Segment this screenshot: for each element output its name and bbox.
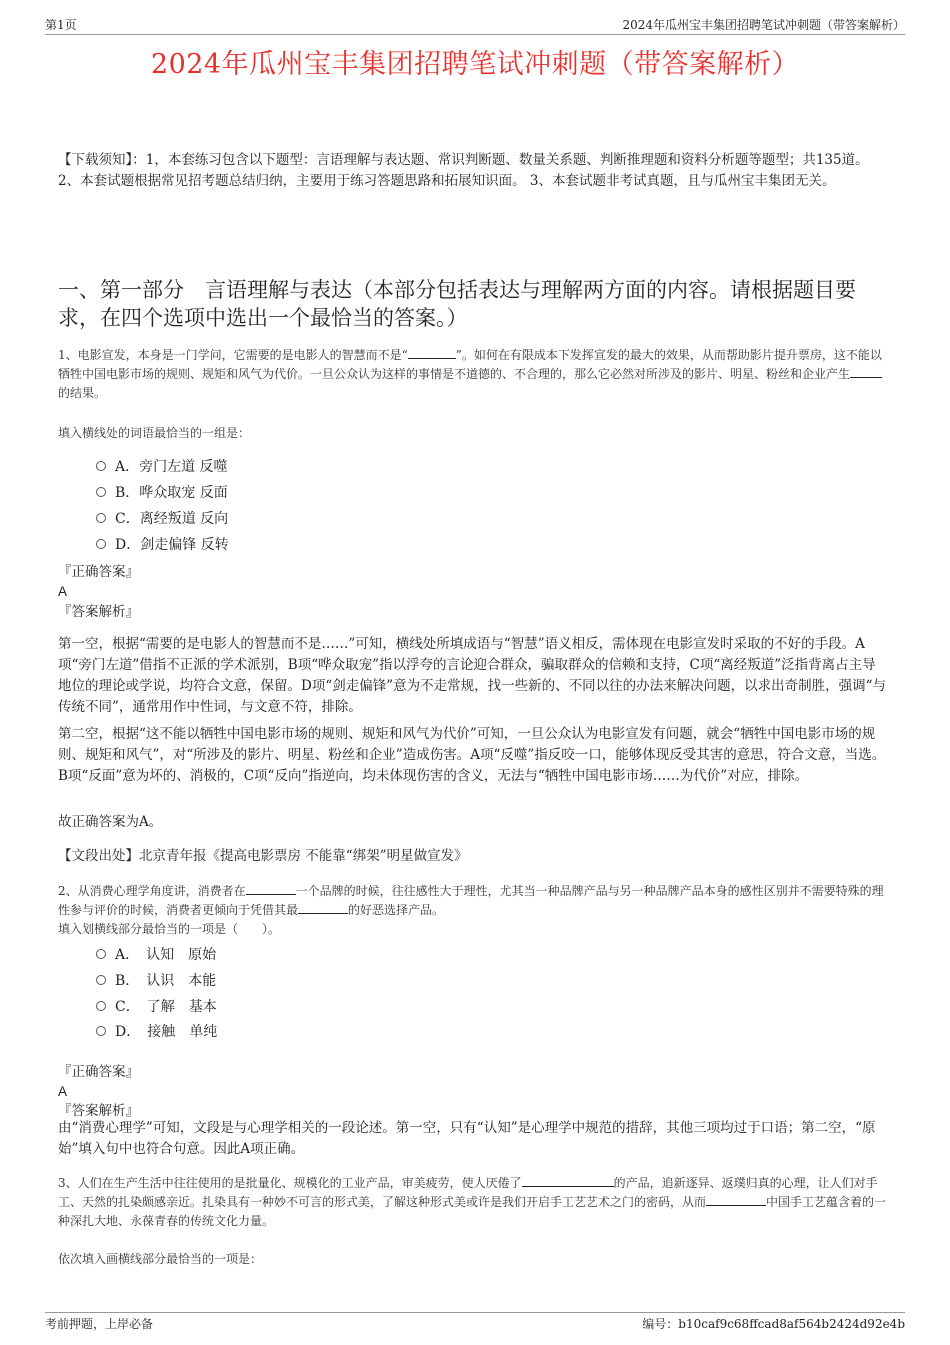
- question-2-stem: 2、从消费心理学角度讲，消费者在 一个品牌的时候，往往感性大于理性，尤其当一种品牌产品与另一种品牌产品本身的感性区别并不需要特殊的理性参与评价的时候，消费者更倾向于凭借其最 的好恶选择产品。: [58, 884, 884, 917]
- blank: [706, 1193, 766, 1206]
- blank: [298, 901, 348, 914]
- q1-analysis-2: 第二空，根据“这不能以牺牲中国电影市场的规则、规矩和风气为代价”可知，一旦公众认为电影宣发有问题，就会“牺牲中国电影市场的规则、规矩和风气”，对“所涉及的影片、明星、粉丝和企业”造成伤害。A项“反噬”指反咬一口，能够体现反受其害的意思，符合文意，当选。B项“反面”意为坏的、消极的，C项“反向”指逆向，均未体现伤害的含义，无法与“牺牲中国电影市场……为代价”对应，排除。: [58, 726, 886, 784]
- question-3-stem: 3、人们在生产生活中往往使用的是批量化、规模化的工业产品，审美疲劳，使人厌倦了 的产品，追新逐异、返璞归真的心理，让人们对手工、天然的扎染颇感亲近。扎染具有一种妙不可言的形式美，了解这种形式美或许是我们开启手工艺艺术之门的密码，从而 中国手工艺蕴含着的一种深扎大地、永葆青春的传统文化力量。: [58, 1176, 887, 1228]
- q1-analysis-1: 第一空，根据“需要的是电影人的智慧而不是……”可知，横线处所填成语与“智慧”语义相反，需体现在电影宣发时采取的不好的手段。A项“旁门左道”借指不正派的学术派别，B项“哗众取宠”指以浮夸的言论迎合群众，骗取群众的信赖和支持，C项“离经叛道”泛指背离占主导地位的理论或学说，均符合文意，保留。D项“剑走偏锋”意为不走常规，找一些新的、不同以往的办法来解决问题，以求出奇制胜，强调“与传统不同”，通常用作中性词，与文意不符，排除。: [58, 636, 887, 715]
- q1-conclusion: 故正确答案为A。: [58, 814, 163, 830]
- q2-analysis: 由“消费心理学”可知，文段是与心理学相关的一段论述。第一空，只有“认知”是心理学中规范的措辞，其他三项均过于口语；第二空，“原始”填入句中也符合句意。因此A项正确。: [58, 1120, 876, 1157]
- q1-option-b[interactable]: B．哗众取宠 反面: [96, 482, 228, 502]
- q2-option-a[interactable]: A． 认知 原始: [96, 944, 216, 964]
- footer-doc-id: 编号：b10caf9c68ffcad8af564b2424d92e4b: [642, 1317, 905, 1331]
- q1-option-c[interactable]: C．离经叛道 反向: [96, 508, 228, 528]
- blank: [522, 1174, 614, 1187]
- page-title: 2024年瓜州宝丰集团招聘笔试冲刺题（带答案解析）: [150, 49, 800, 80]
- radio-icon[interactable]: [96, 539, 106, 549]
- blank: [246, 882, 296, 895]
- blank: [850, 365, 882, 378]
- q2-option-b[interactable]: B． 认识 本能: [96, 970, 216, 990]
- q2-answer: A: [58, 1084, 68, 1099]
- radio-icon[interactable]: [96, 461, 106, 471]
- question-1-prompt: 填入横线处的词语最恰当的一组是：: [58, 426, 251, 440]
- page-number: 第1页: [45, 18, 77, 32]
- download-notice: 【下载须知】：1，本套练习包含以下题型：言语理解与表达题、常识判断题、数量关系题、判断推理题和资料分析题等题型；共135道。 2、本套试题根据常见招考题总结归纳，主要用于练习答题思路和拓展知识面。 3、本套试题非考试真题，且与瓜州宝丰集团无关。: [58, 152, 869, 189]
- section-heading: 一、第一部分 言语理解与表达（本部分包括表达与理解两方面的内容。请根据题目要求，在四个选项中选出一个最恰当的答案。）: [58, 278, 856, 330]
- radio-icon[interactable]: [96, 949, 106, 959]
- question-2-prompt: 填入划横线部分最恰当的一项是（ ）。: [58, 922, 281, 936]
- footer-slogan: 考前押题，上岸必备: [45, 1317, 154, 1331]
- page-footer: [45, 1312, 905, 1333]
- blank: [408, 346, 456, 359]
- header-doc-title: 2024年瓜州宝丰集团招聘笔试冲刺题（带答案解析）: [622, 18, 905, 32]
- radio-icon[interactable]: [96, 975, 106, 985]
- q1-source: 【文段出处】北京青年报《提高电影票房 不能靠“绑架”明星做宣发》: [58, 848, 468, 864]
- page-header: [45, 14, 905, 35]
- q2-option-c[interactable]: C． 了解 基本: [96, 996, 217, 1016]
- radio-icon[interactable]: [96, 487, 106, 497]
- q1-option-d[interactable]: D．剑走偏锋 反转: [96, 534, 229, 554]
- question-1-stem: 1、电影宣发，本身是一门学问，它需要的是电影人的智慧而不是“ ”。如何在有限成本下发挥宣发的最大的效果，从而帮助影片提升票房，这不能以牺牲中国电影市场的规则、规矩和风气为代价。一旦公众认为这样的事情是不道德的、不合理的，那么它必然对所涉及的影片、明星、粉丝和企业产生的结果。: [58, 348, 882, 400]
- q1-answer-label: 『正确答案』: [58, 564, 139, 580]
- q1-option-a[interactable]: A．旁门左道 反噬: [96, 456, 228, 476]
- radio-icon[interactable]: [96, 1001, 106, 1011]
- radio-icon[interactable]: [96, 513, 106, 523]
- q2-analysis-label: 『答案解析』: [58, 1103, 139, 1119]
- q2-option-d[interactable]: D． 接触 单纯: [96, 1021, 217, 1041]
- q1-analysis-label: 『答案解析』: [58, 604, 139, 620]
- q1-answer: A: [58, 584, 68, 599]
- question-3-prompt: 依次填入画横线部分最恰当的一项是：: [58, 1252, 263, 1266]
- radio-icon[interactable]: [96, 1026, 106, 1036]
- q2-answer-label: 『正确答案』: [58, 1064, 139, 1080]
